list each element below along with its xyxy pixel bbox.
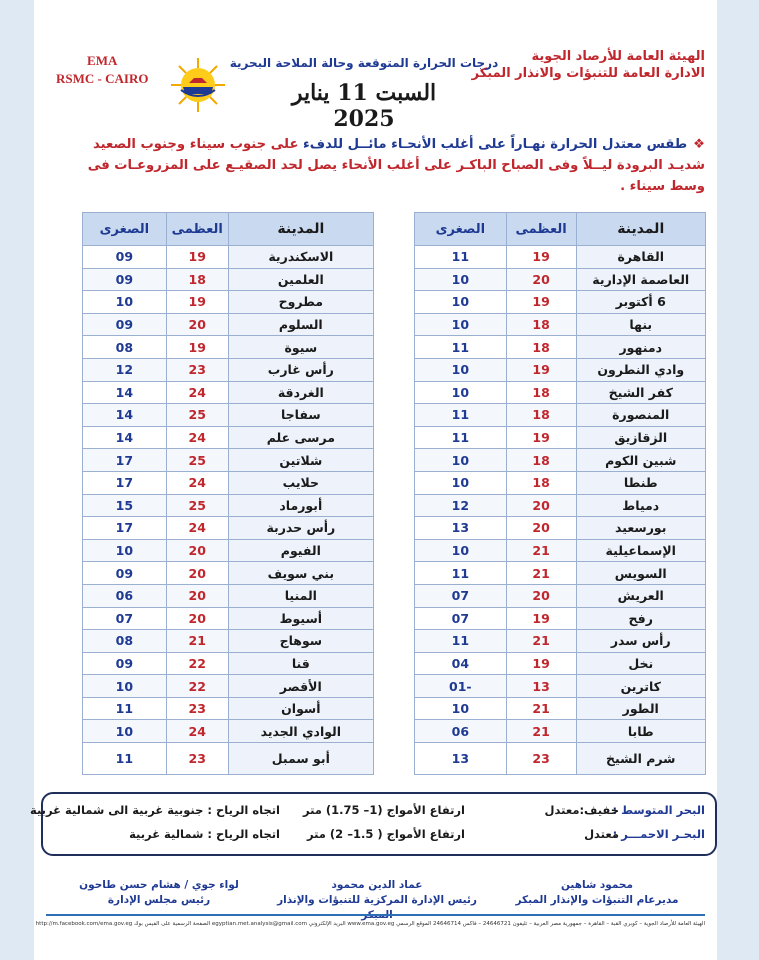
city-cell: أبو سمبل bbox=[228, 743, 373, 775]
max-temp-cell: 13 bbox=[506, 675, 576, 698]
table-row bbox=[415, 381, 706, 404]
min-temp-cell: 12 bbox=[83, 358, 167, 381]
max-temp-cell: 20 bbox=[506, 517, 576, 540]
max-temp-cell: 24 bbox=[166, 720, 228, 743]
max-temp-cell: 25 bbox=[166, 449, 228, 472]
table-row bbox=[83, 246, 374, 269]
table-row bbox=[83, 697, 374, 720]
max-temp-cell: 24 bbox=[166, 471, 228, 494]
city-cell: وادي النطرون bbox=[576, 358, 706, 381]
table-row bbox=[83, 584, 374, 607]
signatory-name: محمود شاهين bbox=[560, 879, 634, 891]
table-row bbox=[83, 268, 374, 291]
max-temp-cell: 19 bbox=[506, 246, 576, 269]
org-department: الادارة العامة للتنبؤات والانذار المبكر bbox=[471, 66, 705, 81]
max-temp-cell: 23 bbox=[166, 743, 228, 775]
table-row bbox=[83, 652, 374, 675]
city-cell: أبورماد bbox=[228, 494, 373, 517]
city-cell: المنيا bbox=[228, 584, 373, 607]
sea-row-red-sea bbox=[55, 827, 705, 847]
max-temp-cell: 24 bbox=[166, 426, 228, 449]
max-temp-cell: 25 bbox=[166, 404, 228, 427]
max-temp-cell: 18 bbox=[506, 336, 576, 359]
max-temp-cell: 19 bbox=[506, 652, 576, 675]
left-cities-table bbox=[82, 212, 374, 775]
city-cell: رأس غارب bbox=[228, 358, 373, 381]
table-row bbox=[415, 652, 706, 675]
max-temp-cell: 20 bbox=[166, 607, 228, 630]
city-cell: أسوان bbox=[228, 697, 373, 720]
org-center: RSMC - CAIRO bbox=[56, 71, 149, 86]
wind-direction: اتجاه الرياح : جنوبية غربية الى شمالية غربية bbox=[29, 803, 280, 817]
min-temp-cell: 04 bbox=[415, 652, 507, 675]
city-cell: رأس سدر bbox=[576, 630, 706, 653]
table-row bbox=[415, 404, 706, 427]
city-cell: دمنهور bbox=[576, 336, 706, 359]
city-cell: الاسكندرية bbox=[228, 246, 373, 269]
org-abbrev: EMA bbox=[87, 53, 118, 68]
max-temp-cell: 23 bbox=[166, 358, 228, 381]
city-cell: بنها bbox=[576, 313, 706, 336]
table-row bbox=[83, 381, 374, 404]
note-part3: شديـد البرودة ليــلاً وفى الصباح الباكـر على أغلب الأنحاء يصل لحد الصقيـع على المزروعـات فى وسط سيناء . bbox=[87, 158, 705, 194]
org-header bbox=[472, 48, 705, 82]
table-row bbox=[415, 539, 706, 562]
table-row bbox=[83, 313, 374, 336]
max-temp-cell: 20 bbox=[166, 313, 228, 336]
footer-divider bbox=[46, 914, 705, 916]
max-temp-cell: 19 bbox=[166, 291, 228, 314]
diamond-bullet-icon: ❖ bbox=[693, 137, 705, 152]
table-row bbox=[415, 494, 706, 517]
col-header-max: العظمى bbox=[166, 213, 228, 246]
min-temp-cell: 11 bbox=[415, 336, 507, 359]
table-row bbox=[415, 630, 706, 653]
ema-logo-icon bbox=[169, 56, 227, 114]
max-temp-cell: 20 bbox=[506, 268, 576, 291]
table-row bbox=[415, 607, 706, 630]
min-temp-cell: 07 bbox=[83, 607, 167, 630]
table-row bbox=[83, 358, 374, 381]
city-cell: رفح bbox=[576, 607, 706, 630]
city-cell: العلمين bbox=[228, 268, 373, 291]
sea-row-mediterranean bbox=[29, 803, 705, 823]
table-row bbox=[415, 562, 706, 585]
min-temp-cell: 11 bbox=[83, 697, 167, 720]
signatory-title: رئيس مجلس الإدارة bbox=[107, 894, 211, 906]
max-temp-cell: 18 bbox=[506, 381, 576, 404]
max-temp-cell: 21 bbox=[506, 562, 576, 585]
col-header-min: الصغرى bbox=[415, 213, 507, 246]
city-cell: دمياط bbox=[576, 494, 706, 517]
max-temp-cell: 19 bbox=[506, 426, 576, 449]
min-temp-cell: 09 bbox=[83, 313, 167, 336]
max-temp-cell: 21 bbox=[506, 720, 576, 743]
min-temp-cell: 10 bbox=[415, 381, 507, 404]
max-temp-cell: 19 bbox=[506, 291, 576, 314]
min-temp-cell: 12 bbox=[415, 494, 507, 517]
min-temp-cell: 09 bbox=[83, 652, 167, 675]
sea-state: خفيف:معتدل bbox=[544, 803, 619, 817]
wave-height: ارتفاع الأمواج ( 1.5– 2) متر bbox=[306, 827, 465, 841]
max-temp-cell: 23 bbox=[506, 743, 576, 775]
table-row bbox=[415, 336, 706, 359]
min-temp-cell: 14 bbox=[83, 381, 167, 404]
max-temp-cell: 22 bbox=[166, 675, 228, 698]
signature-chairman bbox=[59, 878, 259, 908]
min-temp-cell: 15 bbox=[83, 494, 167, 517]
max-temp-cell: 21 bbox=[506, 697, 576, 720]
city-cell: حلايب bbox=[228, 471, 373, 494]
max-temp-cell: 21 bbox=[166, 630, 228, 653]
max-temp-cell: 24 bbox=[166, 517, 228, 540]
org-name: الهيئة العامة للأرصاد الجوية bbox=[531, 49, 705, 64]
signature-central-director bbox=[267, 878, 487, 923]
max-temp-cell: 19 bbox=[506, 607, 576, 630]
min-temp-cell: 10 bbox=[415, 358, 507, 381]
col-header-max: العظمى bbox=[506, 213, 576, 246]
min-temp-cell: 14 bbox=[83, 426, 167, 449]
city-cell: سوهاج bbox=[228, 630, 373, 653]
right-cities-table bbox=[414, 212, 706, 775]
table-row bbox=[415, 471, 706, 494]
table-row bbox=[83, 471, 374, 494]
table-row bbox=[83, 426, 374, 449]
table-row bbox=[83, 720, 374, 743]
max-temp-cell: 25 bbox=[166, 494, 228, 517]
max-temp-cell: 18 bbox=[506, 313, 576, 336]
min-temp-cell: 13 bbox=[415, 743, 507, 775]
table-row bbox=[83, 539, 374, 562]
min-temp-cell: -01 bbox=[415, 675, 507, 698]
table-row bbox=[83, 675, 374, 698]
table-row bbox=[415, 720, 706, 743]
table-row bbox=[83, 517, 374, 540]
table-row bbox=[83, 607, 374, 630]
col-header-city: المدينة bbox=[228, 213, 373, 246]
sea-name: البحـر الاحمـــر : bbox=[612, 827, 705, 841]
table-row bbox=[415, 584, 706, 607]
city-cell: قنا bbox=[228, 652, 373, 675]
min-temp-cell: 11 bbox=[415, 426, 507, 449]
col-header-min: الصغرى bbox=[83, 213, 167, 246]
bulletin-page bbox=[29, 0, 717, 960]
table-row bbox=[415, 697, 706, 720]
max-temp-cell: 18 bbox=[166, 268, 228, 291]
wind-direction: اتجاه الرياح : شمالية غربية bbox=[129, 827, 280, 841]
city-cell: الطور bbox=[576, 697, 706, 720]
city-cell: بورسعيد bbox=[576, 517, 706, 540]
table-row bbox=[83, 449, 374, 472]
city-cell: مرسى علم bbox=[228, 426, 373, 449]
signatory-name: لواء جوي / هشام حسن طاحون bbox=[79, 879, 239, 891]
table-row bbox=[83, 291, 374, 314]
city-cell: المنصورة bbox=[576, 404, 706, 427]
city-cell: القاهرة bbox=[576, 246, 706, 269]
max-temp-cell: 18 bbox=[506, 471, 576, 494]
max-temp-cell: 21 bbox=[506, 539, 576, 562]
max-temp-cell: 18 bbox=[506, 449, 576, 472]
bulletin-date: السبت 11 يناير 2025 bbox=[291, 80, 437, 132]
min-temp-cell: 14 bbox=[83, 404, 167, 427]
city-cell: العريش bbox=[576, 584, 706, 607]
min-temp-cell: 09 bbox=[83, 562, 167, 585]
city-cell: مطروح bbox=[228, 291, 373, 314]
max-temp-cell: 23 bbox=[166, 697, 228, 720]
city-cell: نخل bbox=[576, 652, 706, 675]
city-cell: شرم الشيخ bbox=[576, 743, 706, 775]
min-temp-cell: 07 bbox=[415, 584, 507, 607]
min-temp-cell: 17 bbox=[83, 471, 167, 494]
signature-forecast-director bbox=[497, 878, 697, 908]
min-temp-cell: 08 bbox=[83, 630, 167, 653]
sea-name: البحر المتوسط : bbox=[612, 803, 705, 817]
city-cell: الفيوم bbox=[228, 539, 373, 562]
signatory-title: رئيس الإدارة المركزية للتنبؤات والإنذار المبكر bbox=[277, 894, 477, 921]
city-cell: بني سويف bbox=[228, 562, 373, 585]
city-cell: الوادي الجديد bbox=[228, 720, 373, 743]
table-row bbox=[415, 313, 706, 336]
min-temp-cell: 10 bbox=[83, 720, 167, 743]
city-cell: الزقازيق bbox=[576, 426, 706, 449]
table-row bbox=[415, 246, 706, 269]
sea-state: معتدل bbox=[584, 827, 619, 841]
table-row bbox=[415, 675, 706, 698]
signatory-name: عماد الدين محمود bbox=[331, 879, 423, 891]
table-row bbox=[83, 494, 374, 517]
min-temp-cell: 13 bbox=[415, 517, 507, 540]
max-temp-cell: 18 bbox=[506, 404, 576, 427]
table-row bbox=[415, 291, 706, 314]
min-temp-cell: 10 bbox=[415, 449, 507, 472]
min-temp-cell: 09 bbox=[83, 246, 167, 269]
max-temp-cell: 21 bbox=[506, 630, 576, 653]
table-row bbox=[415, 517, 706, 540]
city-cell: رأس حدربة bbox=[228, 517, 373, 540]
min-temp-cell: 10 bbox=[83, 291, 167, 314]
table-row bbox=[83, 562, 374, 585]
city-cell: الأقصر bbox=[228, 675, 373, 698]
city-cell: شبين الكوم bbox=[576, 449, 706, 472]
wave-height: ارتفاع الأمواج (1– 1.75) متر bbox=[302, 803, 465, 817]
table-row bbox=[415, 268, 706, 291]
table-row bbox=[83, 743, 374, 775]
min-temp-cell: 08 bbox=[83, 336, 167, 359]
note-part1: طقس معتدل الحرارة نهـاراً على أغلب الأنحـاء مائــل للدفء bbox=[303, 137, 688, 152]
table-row bbox=[415, 358, 706, 381]
col-header-city: المدينة bbox=[576, 213, 706, 246]
min-temp-cell: 11 bbox=[83, 743, 167, 775]
signatory-title: مديرعام التنبؤات والإنذار المبكر bbox=[515, 894, 679, 906]
min-temp-cell: 10 bbox=[83, 539, 167, 562]
city-cell: السلوم bbox=[228, 313, 373, 336]
max-temp-cell: 20 bbox=[506, 584, 576, 607]
min-temp-cell: 10 bbox=[83, 675, 167, 698]
min-temp-cell: 10 bbox=[415, 268, 507, 291]
city-cell: طنطا bbox=[576, 471, 706, 494]
max-temp-cell: 20 bbox=[166, 584, 228, 607]
sea-state-box bbox=[29, 792, 717, 856]
table-row bbox=[83, 336, 374, 359]
city-cell: السويس bbox=[576, 562, 706, 585]
table-row bbox=[415, 449, 706, 472]
min-temp-cell: 11 bbox=[415, 562, 507, 585]
city-cell: شلاتين bbox=[228, 449, 373, 472]
org-header-en bbox=[56, 52, 148, 88]
min-temp-cell: 11 bbox=[415, 630, 507, 653]
table-row bbox=[83, 630, 374, 653]
min-temp-cell: 10 bbox=[415, 697, 507, 720]
max-temp-cell: 19 bbox=[166, 246, 228, 269]
min-temp-cell: 07 bbox=[415, 607, 507, 630]
min-temp-cell: 10 bbox=[415, 313, 507, 336]
max-temp-cell: 20 bbox=[166, 562, 228, 585]
city-cell: الإسماعيلية bbox=[576, 539, 706, 562]
max-temp-cell: 22 bbox=[166, 652, 228, 675]
min-temp-cell: 17 bbox=[83, 449, 167, 472]
min-temp-cell: 11 bbox=[415, 246, 507, 269]
city-cell: سفاجا bbox=[228, 404, 373, 427]
note-part2: على جنوب سيناء وجنوب الصعيد bbox=[93, 137, 299, 152]
max-temp-cell: 24 bbox=[166, 381, 228, 404]
min-temp-cell: 06 bbox=[83, 584, 167, 607]
min-temp-cell: 09 bbox=[83, 268, 167, 291]
max-temp-cell: 20 bbox=[506, 494, 576, 517]
min-temp-cell: 10 bbox=[415, 471, 507, 494]
min-temp-cell: 10 bbox=[415, 291, 507, 314]
table-row bbox=[415, 743, 706, 775]
city-cell: الغردقة bbox=[228, 381, 373, 404]
city-cell: سيوة bbox=[228, 336, 373, 359]
city-cell: 6 أكتوبر bbox=[576, 291, 706, 314]
weather-note bbox=[75, 134, 705, 197]
max-temp-cell: 20 bbox=[166, 539, 228, 562]
city-cell: أسيوط bbox=[228, 607, 373, 630]
min-temp-cell: 11 bbox=[415, 404, 507, 427]
footer-contact: الهيئة العامة للأرصاد الجوية – كوبري القبة – القاهرة – جمهورية مصر العربية – تليفون 24646721 – فاكس 24646714 الموقع الرسمي www.ema.gov.eg البريد الإلكتروني egyptian.met.analysis@gmail.com الصفحة الرسمية على الفيس بوك http://m.facebook.com/ema.gov.eg bbox=[35, 921, 705, 927]
min-temp-cell: 10 bbox=[415, 539, 507, 562]
max-temp-cell: 19 bbox=[506, 358, 576, 381]
min-temp-cell: 17 bbox=[83, 517, 167, 540]
table-row bbox=[415, 426, 706, 449]
max-temp-cell: 19 bbox=[166, 336, 228, 359]
city-cell: العاصمة الإدارية bbox=[576, 268, 706, 291]
bulletin-title: درجات الحرارة المتوقعة وحالة الملاحة البحرية bbox=[229, 56, 499, 70]
city-cell: كاترين bbox=[576, 675, 706, 698]
min-temp-cell: 06 bbox=[415, 720, 507, 743]
city-cell: كفر الشيخ bbox=[576, 381, 706, 404]
table-row bbox=[83, 404, 374, 427]
city-cell: طابا bbox=[576, 720, 706, 743]
